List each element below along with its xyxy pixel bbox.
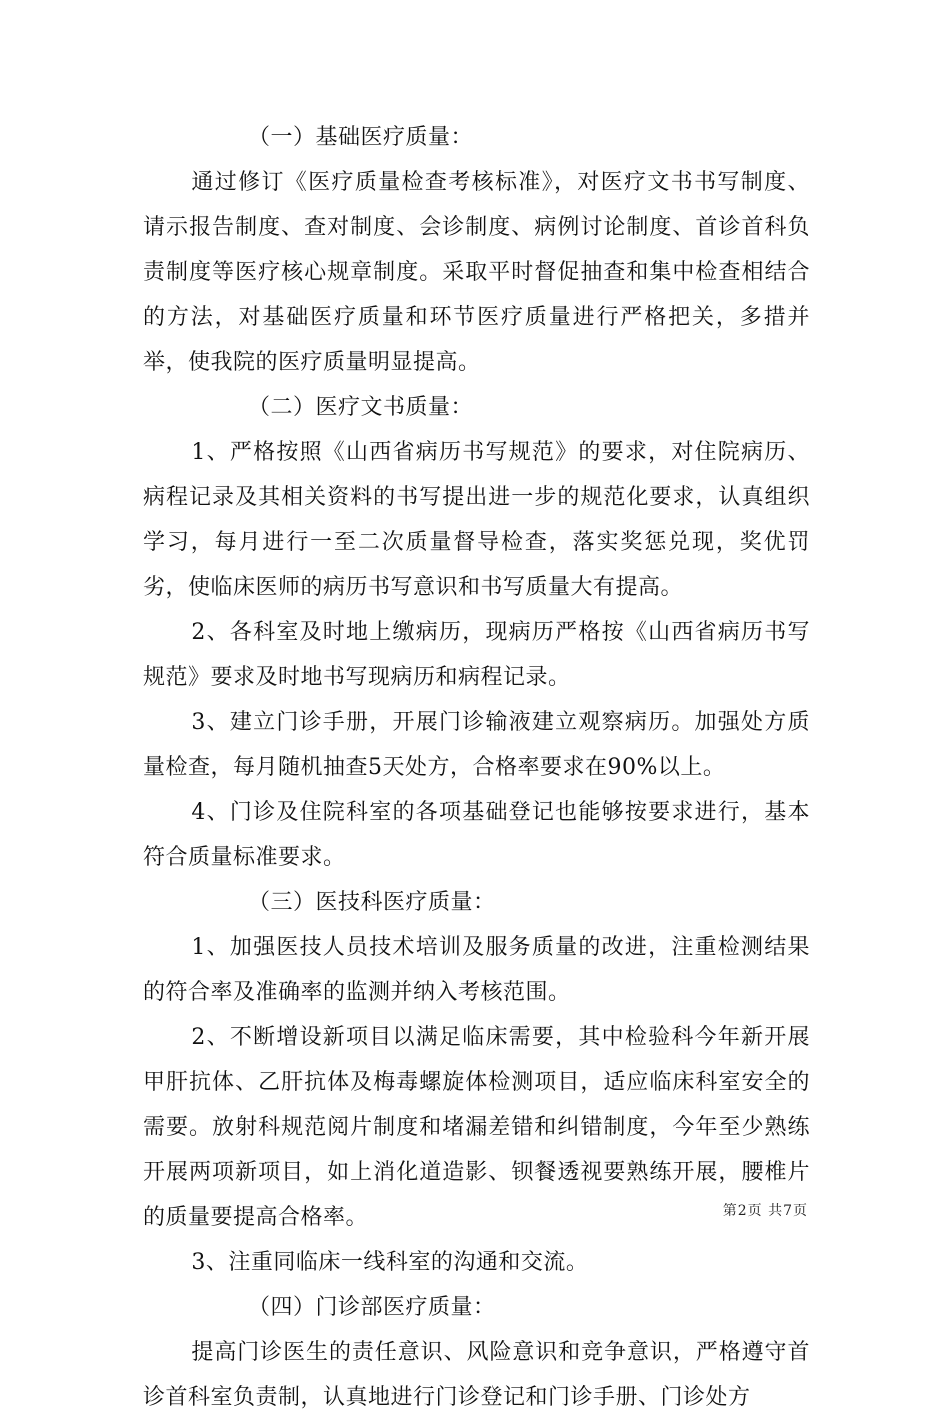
page-number: 第2页 共7页 bbox=[722, 1203, 808, 1219]
paragraph-records-4: 4、门诊及住院科室的各项基础登记也能够按要求进行，基本符合质量标准要求。 bbox=[143, 800, 810, 870]
paragraph-tech-3: 3、注重同临床一线科室的沟通和交流。 bbox=[191, 1250, 589, 1275]
paragraph-basic-quality: 通过修订《医疗质量检查考核标准》，对医疗文书书写制度、请示报告制度、查对制度、会诊制度、病例讨论制度、首诊首科负责制度等医疗核心规章制度。采取平时督促抽查和集中检查相结合的方法，对基础医疗质量和环节医疗质量进行严格把关，多措并举，使我院的医疗质量明显提高。 bbox=[143, 170, 810, 375]
section-heading-4: （四）门诊部医疗质量： bbox=[248, 1295, 496, 1320]
paragraph-outpatient: 提高门诊医生的责任意识、风险意识和竞争意识，严格遵守首诊首科室负责制，认真地进行门诊登记和门诊手册、门诊处方 bbox=[143, 1340, 810, 1410]
paragraph-tech-1: 1、加强医技人员技术培训及服务质量的改进，注重检测结果的符合率及准确率的监测并纳入考核范围。 bbox=[143, 935, 810, 1005]
section-heading-1: （一）基础医疗质量： bbox=[248, 125, 474, 150]
section-heading-2: （二）医疗文书质量： bbox=[248, 395, 474, 420]
paragraph-records-1: 1、严格按照《山西省病历书写规范》的要求，对住院病历、病程记录及其相关资料的书写提出进一步的规范化要求，认真组织学习，每月进行一至二次质量督导检查，落实奖惩兑现，奖优罚劣，使临床医师的病历书写意识和书写质量大有提高。 bbox=[143, 440, 810, 600]
paragraph-records-3: 3、建立门诊手册，开展门诊输液建立观察病历。加强处方质量检查，每月随机抽查5天处方，合格率要求在90%以上。 bbox=[143, 710, 810, 780]
paragraph-tech-2: 2、不断增设新项目以满足临床需要，其中检验科今年新开展甲肝抗体、乙肝抗体及梅毒螺旋体检测项目，适应临床科室安全的需要。放射科规范阅片制度和堵漏差错和纠错制度，今年至少熟练开展两项新项目，如上消化道造影、钡餐透视要熟练开展，腰椎片的质量要提高合格率。 bbox=[143, 1025, 810, 1230]
section-heading-3: （三）医技科医疗质量： bbox=[248, 890, 496, 915]
paragraph-records-2: 2、各科室及时地上缴病历，现病历严格按《山西省病历书写规范》要求及时地书写现病历和病程记录。 bbox=[143, 620, 810, 690]
document-body bbox=[143, 115, 810, 1420]
